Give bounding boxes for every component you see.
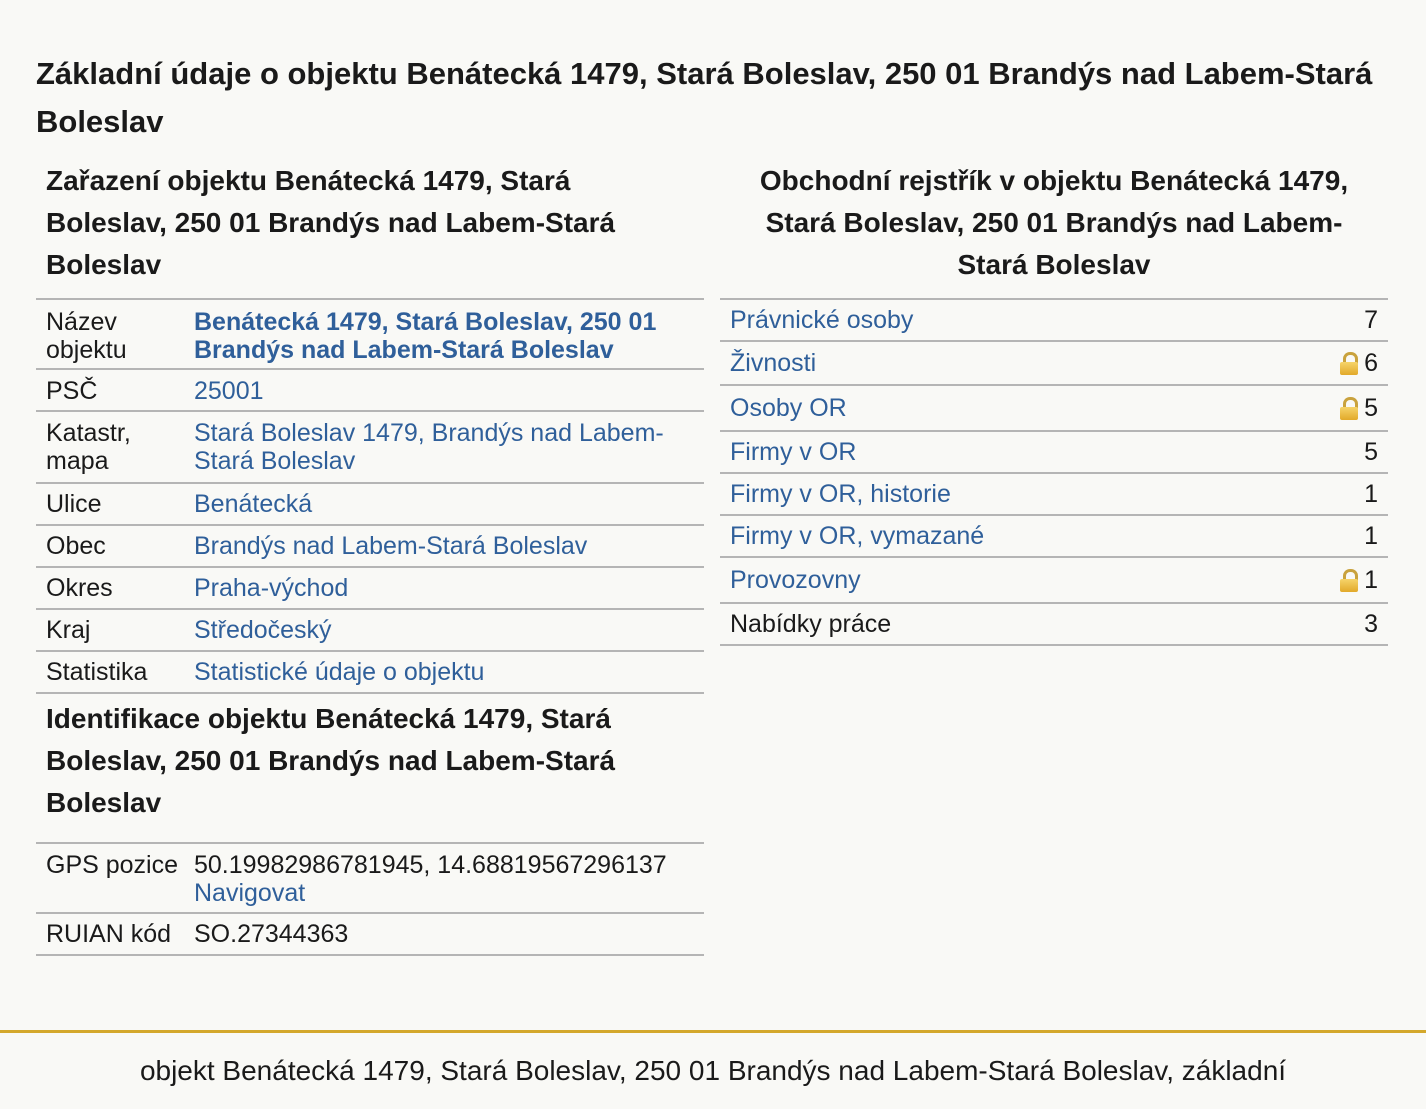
table-row xyxy=(720,341,1388,385)
page-title: Základní údaje o objektu Benátecká 1479, Stará Boleslav, 250 01 Brandýs nad Labem-Stará Boleslav xyxy=(36,56,1373,139)
row-label-katastr: Katastr, mapa xyxy=(46,419,131,475)
identifikace-table xyxy=(36,842,704,956)
right-column xyxy=(720,160,1388,646)
table-row xyxy=(720,385,1388,431)
navigate-link[interactable]: Navigovat xyxy=(194,879,306,907)
footer-text: objekt Benátecká 1479, Stará Boleslav, 250 01 Brandýs nad Labem-Stará Boleslav, základní xyxy=(139,1055,1287,1086)
okres-link[interactable]: Praha-východ xyxy=(194,574,349,602)
row-label-kraj: Kraj xyxy=(46,616,91,644)
rejstrik-heading: Obchodní rejstřík v objektu Benátecká 1479, Stará Boleslav, 250 01 Brandýs nad Labem-Stará Boleslav xyxy=(759,165,1349,280)
row-label-ulice: Ulice xyxy=(46,490,102,518)
statistika-link[interactable]: Statistické údaje o objektu xyxy=(194,658,485,686)
firmy-v-or-vymazane-count: 1 xyxy=(1364,522,1378,550)
rejstrik-table xyxy=(720,298,1388,646)
table-row xyxy=(720,515,1388,557)
row-label-obec: Obec xyxy=(46,532,106,560)
nazev-objektu-link[interactable]: Benátecká 1479, Stará Boleslav, 250 01 Brandýs nad Labem-Stará Boleslav xyxy=(194,308,657,364)
table-row xyxy=(36,567,704,609)
table-row xyxy=(720,473,1388,515)
pravnicke-osoby-link[interactable]: Právnické osoby xyxy=(730,306,914,334)
table-row xyxy=(36,525,704,567)
psc-link[interactable]: 25001 xyxy=(194,377,264,405)
table-row xyxy=(36,843,704,913)
identifikace-heading: Identifikace objektu Benátecká 1479, Stará Boleslav, 250 01 Brandýs nad Labem-Stará Boleslav xyxy=(46,703,616,818)
zarazeni-heading: Zařazení objektu Benátecká 1479, Stará Boleslav, 250 01 Brandýs nad Labem-Stará Boleslav xyxy=(46,165,616,280)
table-row xyxy=(720,557,1388,603)
row-label-nazev: Název objektu xyxy=(46,308,127,364)
lock-icon xyxy=(1340,352,1358,374)
row-label-okres: Okres xyxy=(46,574,113,602)
table-row xyxy=(720,603,1388,645)
table-row xyxy=(36,411,704,483)
footer xyxy=(0,1030,1426,1107)
row-label-statistika: Statistika xyxy=(46,658,148,686)
table-row xyxy=(720,431,1388,473)
firmy-v-or-link[interactable]: Firmy v OR xyxy=(730,438,857,466)
gps-coordinates: 50.19982986781945, 14.68819567296137 xyxy=(194,851,667,879)
table-row xyxy=(36,609,704,651)
table-row xyxy=(36,483,704,525)
zivnosti-link[interactable]: Živnosti xyxy=(730,349,817,377)
firmy-v-or-historie-link[interactable]: Firmy v OR, historie xyxy=(730,480,951,508)
table-row xyxy=(36,651,704,693)
provozovny-count: 1 xyxy=(1364,566,1378,594)
lock-icon xyxy=(1340,397,1358,419)
kraj-link[interactable]: Středočeský xyxy=(194,616,332,644)
ruian-code: SO.27344363 xyxy=(194,920,349,948)
katastr-link[interactable]: Stará Boleslav 1479, Brandýs nad Labem-Stará Boleslav xyxy=(194,419,664,475)
ulice-link[interactable]: Benátecká xyxy=(194,490,313,518)
osoby-or-count: 5 xyxy=(1364,394,1378,422)
nabidky-prace-count: 3 xyxy=(1364,610,1378,638)
zarazeni-table xyxy=(36,298,704,694)
table-row xyxy=(36,913,704,955)
provozovny-link[interactable]: Provozovny xyxy=(730,566,861,594)
table-row xyxy=(36,369,704,411)
left-column xyxy=(36,160,704,956)
row-label-gps: GPS pozice xyxy=(46,851,179,879)
row-label-psc: PSČ xyxy=(46,377,98,405)
pravnicke-osoby-count: 7 xyxy=(1364,306,1378,334)
nabidky-prace-label: Nabídky práce xyxy=(730,610,892,638)
firmy-v-or-historie-count: 1 xyxy=(1364,480,1378,508)
obec-link[interactable]: Brandýs nad Labem-Stará Boleslav xyxy=(194,532,588,560)
lock-icon xyxy=(1340,569,1358,591)
table-row xyxy=(36,299,704,369)
table-row xyxy=(720,299,1388,341)
zivnosti-count: 6 xyxy=(1364,349,1378,377)
osoby-or-link[interactable]: Osoby OR xyxy=(730,394,847,422)
firmy-v-or-count: 5 xyxy=(1364,438,1378,466)
row-label-ruian: RUIAN kód xyxy=(46,920,172,948)
firmy-v-or-vymazane-link[interactable]: Firmy v OR, vymazané xyxy=(730,522,985,550)
